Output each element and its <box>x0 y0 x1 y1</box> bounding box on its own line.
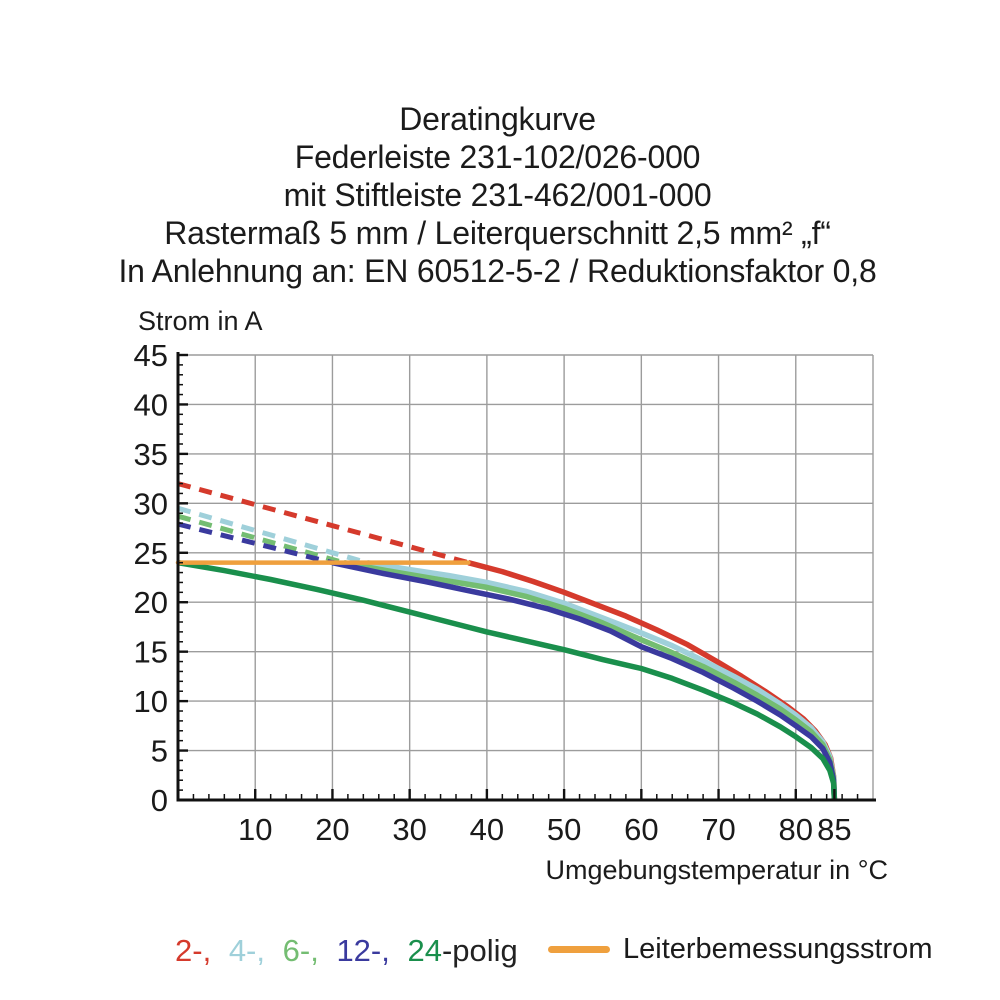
title-line-1: Deratingkurve <box>399 101 596 137</box>
svg-text:0: 0 <box>150 783 168 818</box>
legend-item-4polig: 4-, <box>228 933 265 968</box>
svg-text:20: 20 <box>315 812 350 847</box>
legend-polig-suffix: -polig <box>441 933 518 968</box>
svg-text:85: 85 <box>817 812 852 847</box>
svg-text:45: 45 <box>133 338 168 373</box>
legend-item-12polig: 12-, <box>336 933 390 968</box>
svg-text:80: 80 <box>778 812 814 847</box>
svg-text:50: 50 <box>546 812 582 847</box>
reference-line-swatch <box>548 946 610 953</box>
svg-text:10: 10 <box>237 812 273 847</box>
svg-text:40: 40 <box>469 812 505 847</box>
legend-item-24polig: 24 <box>407 933 442 968</box>
svg-text:70: 70 <box>701 812 736 847</box>
x-axis-title: Umgebungstemperatur in °C <box>545 855 888 885</box>
svg-text:60: 60 <box>624 812 659 847</box>
title-line-3: mit Stiftleiste 231-462/001-000 <box>283 177 712 213</box>
title-line-2: Federleiste 231-102/026-000 <box>294 139 701 175</box>
legend-item-2polig: 2-, <box>175 933 212 968</box>
y-axis-title: Strom in A <box>138 306 263 336</box>
svg-text:10: 10 <box>133 684 168 720</box>
svg-text:25: 25 <box>133 535 168 571</box>
legend-reference <box>548 933 932 966</box>
svg-text:5: 5 <box>150 733 168 769</box>
legend-pole-counts <box>175 933 518 969</box>
reference-line-label: Leiterbemessungsstrom <box>623 933 933 965</box>
svg-text:15: 15 <box>133 634 168 670</box>
title-line-5: In Anlehnung an: EN 60512-5-2 / Reduktionsfaktor 0,8 <box>118 253 877 289</box>
title-line-4: Rastermaß 5 mm / Leiterquerschnitt 2,5 mm² „f“ <box>164 215 831 251</box>
svg-text:30: 30 <box>392 812 427 847</box>
svg-text:30: 30 <box>133 486 168 522</box>
legend-item-6polig: 6-, <box>282 933 319 968</box>
svg-text:40: 40 <box>133 387 168 423</box>
svg-text:35: 35 <box>133 436 168 472</box>
svg-text:20: 20 <box>133 585 168 621</box>
